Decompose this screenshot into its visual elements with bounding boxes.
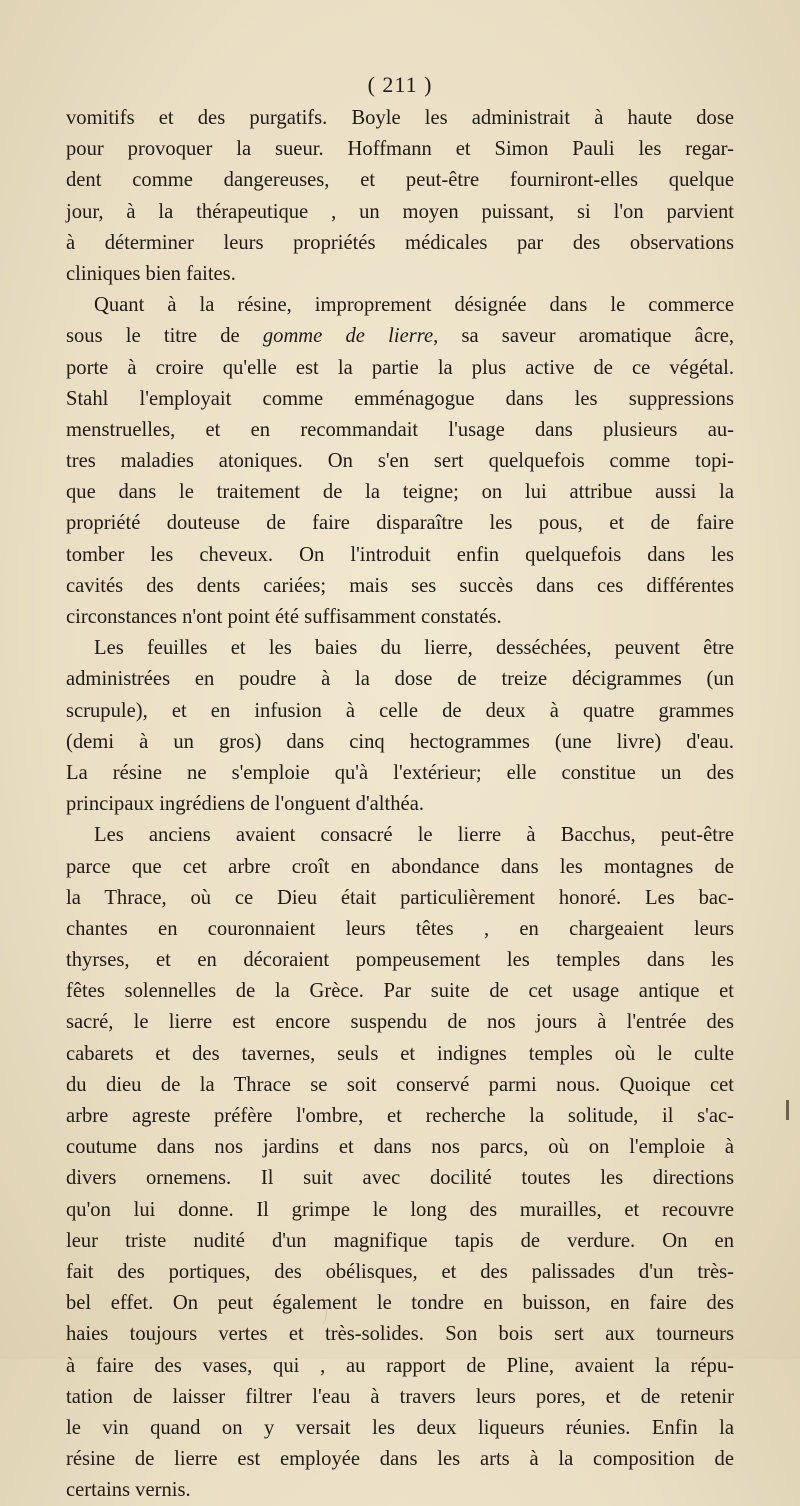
text-line: tation de laisser filtrer l'eau à travers leurs pores, et de retenir xyxy=(66,1385,734,1408)
text-line: fêtes solennelles de la Grèce. Par suite de cet usage antique et xyxy=(66,980,734,1003)
text-line: (demi à un gros) dans cinq hectogrammes (une livre) d'eau. xyxy=(66,730,734,753)
text-line: chantes en couronnaient leurs têtes , en chargeaient leurs xyxy=(66,917,734,940)
text-line: principaux ingrédiens de l'onguent d'althéa. xyxy=(66,793,424,816)
text-line: que dans le traitement de la teigne; on lui attribue aussi la xyxy=(66,481,734,504)
text-line: jour, à la thérapeutique , un moyen puissant, si l'on parvient xyxy=(66,200,734,223)
text-line: propriété douteuse de faire disparaître les pous, et de faire xyxy=(66,512,734,535)
text-line: leur triste nudité d'un magnifique tapis de verdure. On en xyxy=(66,1229,734,1252)
text-line: pour provoquer la sueur. Hoffmann et Simon Pauli les regar- xyxy=(66,138,734,161)
text-line: dent comme dangereuses, et peut-être fourniront-elles quelque xyxy=(66,169,734,192)
text-line: tomber les cheveux. On l'introduit enfin quelquefois dans les xyxy=(66,543,734,566)
text-line: porte à croire qu'elle est la partie la plus active de ce végétal. xyxy=(66,356,734,379)
text-line: thyrses, et en décoraient pompeusement les temples dans les xyxy=(66,949,734,972)
page-number: ( 211 ) xyxy=(367,72,433,97)
text-line: la Thrace, où ce Dieu était particulièrement honoré. Les bac- xyxy=(66,886,734,909)
text-line: Les feuilles et les baies du lierre, desséchées, peuvent être xyxy=(94,637,734,660)
margin-mark xyxy=(786,1100,789,1120)
text-line: cliniques bien faites. xyxy=(66,262,236,285)
text-line: divers ornemens. Il suit avec docilité toutes les directions xyxy=(66,1167,734,1190)
text-line: tres maladies atoniques. On s'en sert quelquefois comme topi- xyxy=(66,450,734,473)
text-segment: sous le titre de xyxy=(66,325,263,348)
text-line: La résine ne s'emploie qu'à l'extérieur; elle constitue un des xyxy=(66,761,734,784)
text-line: le vin quand on y versait les deux liqueurs réunies. Enfin la xyxy=(66,1416,734,1439)
text-line: cavités des dents cariées; mais ses succès dans ces différentes xyxy=(66,574,734,597)
italic-term: gomme de lierre xyxy=(262,325,434,348)
text-line: cabarets et des tavernes, seuls et indignes temples où le culte xyxy=(66,1042,734,1065)
text-line: fait des portiques, des obélisques, et des palissades d'un très- xyxy=(66,1260,734,1283)
text-line: vomitifs et des purgatifs. Boyle les administrait à haute dose xyxy=(66,107,734,129)
paper-smudge xyxy=(312,1296,327,1326)
text-line xyxy=(66,321,734,352)
text-line: circonstances n'ont point été suffisamment constatés. xyxy=(66,606,502,628)
text-line: bel effet. On peut également le tondre en buisson, en faire des xyxy=(66,1292,734,1315)
body-text xyxy=(66,103,734,1506)
text-line: administrées en poudre à la dose de treize décigrammes (un xyxy=(66,668,734,691)
text-line: scrupule), et en infusion à celle de deux à quatre grammes xyxy=(66,699,734,722)
text-line: du dieu de la Thrace se soit conservé parmi nous. Quoique cet xyxy=(66,1073,734,1096)
text-line: haies toujours vertes et très-solides. Son bois sert aux tourneurs xyxy=(66,1323,734,1346)
text-line: sacré, le lierre est encore suspendu de nos jours à l'entrée des xyxy=(66,1011,734,1034)
text-line: Les anciens avaient consacré le lierre à Bacchus, peut-être xyxy=(94,824,734,847)
text-line: certains vernis. xyxy=(66,1479,191,1502)
text-line: menstruelles, et en recommandait l'usage dans plusieurs au- xyxy=(66,418,734,441)
text-line: arbre agreste préfère l'ombre, et recherche la solitude, il s'ac- xyxy=(66,1105,734,1127)
text-line: parce que cet arbre croît en abondance dans les montagnes de xyxy=(66,855,734,878)
text-line: résine de lierre est employée dans les arts à la composition de xyxy=(66,1448,734,1471)
text-line: à déterminer leurs propriétés médicales par des observations xyxy=(66,231,734,254)
text-line: qu'on lui donne. Il grimpe le long des murailles, et recouvre xyxy=(66,1198,734,1221)
text-line: Quant à la résine, improprement désignée dans le commerce xyxy=(94,294,734,317)
text-line: Stahl l'employait comme emménagogue dans les suppressions xyxy=(66,387,734,410)
text-segment: , sa saveur aromatique âcre, xyxy=(433,325,734,348)
text-line: à faire des vases, qui , au rapport de Pline, avaient la répu- xyxy=(66,1354,734,1377)
text-line: coutume dans nos jardins et dans nos parcs, où on l'emploie à xyxy=(66,1136,734,1159)
